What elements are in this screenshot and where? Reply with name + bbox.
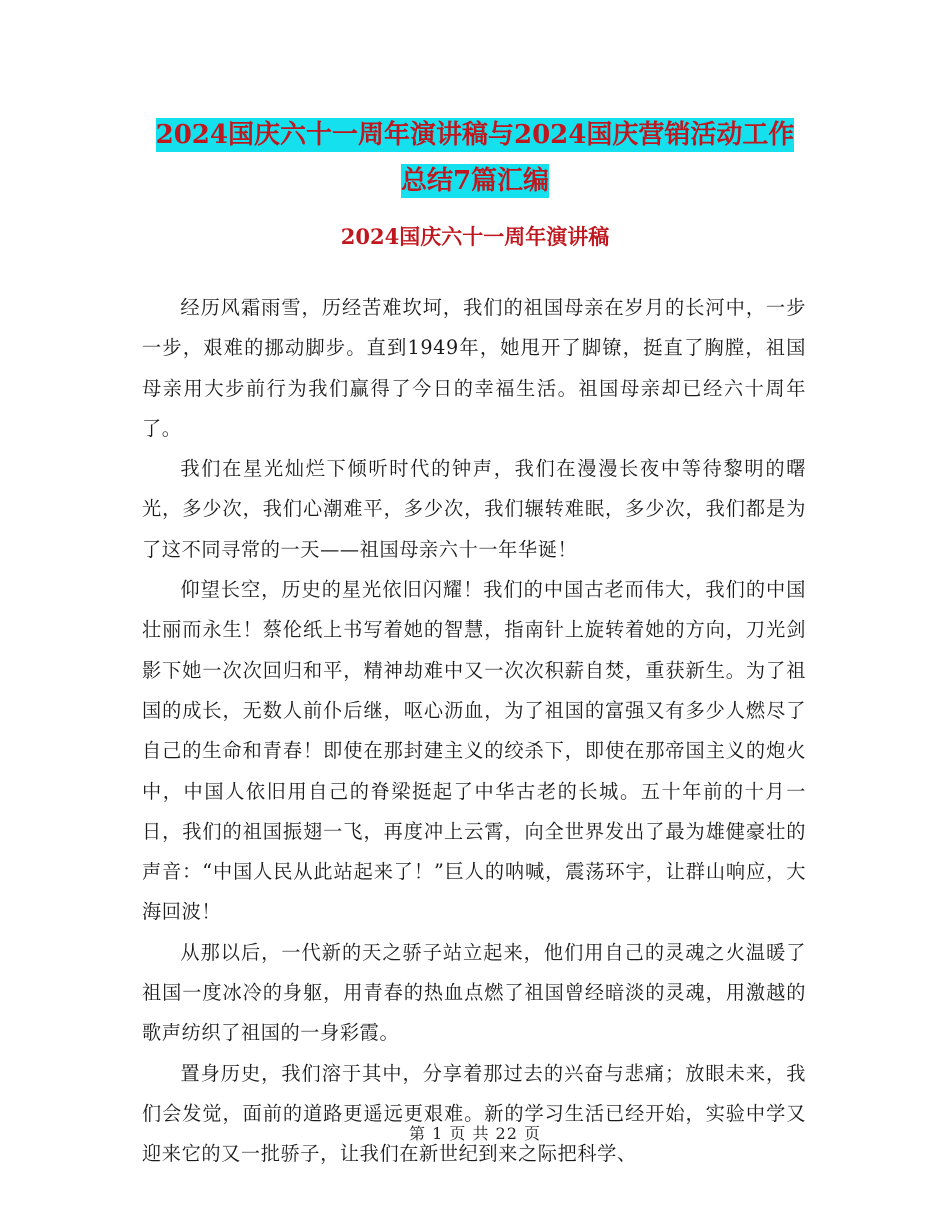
document-body <box>142 288 806 1175</box>
page-footer: 第 1 页 共 22 页 <box>409 1124 541 1143</box>
paragraph: 置身历史，我们溶于其中，分享着那过去的兴奋与悲痛；放眼未来，我们会发觉，面前的道路更遥远更艰难。新的学习生活已经开始，实验中学又迎来它的又一批骄子，让我们在新世纪到来之际把科学、 <box>142 1061 806 1166</box>
document-title-line-2: 总结7篇汇编 <box>400 166 550 196</box>
section-title: 2024国庆六十一周年演讲稿 <box>340 224 610 249</box>
paragraph: 我们在星光灿烂下倾听时代的钟声，我们在漫漫长夜中等待黎明的曙光，多少次，我们心潮难平，多少次，我们辗转难眠，多少次，我们都是为了这不同寻常的一天——祖国母亲六十一年华诞！ <box>142 457 806 561</box>
paragraph: 仰望长空，历史的星光依旧闪耀！我们的中国古老而伟大，我们的中国壮丽而永生！蔡伦纸上书写着她的智慧，指南针上旋转着她的方向，刀光剑影下她一次次回归和平，精神劫难中又一次次积薪自焚，重获新生。为了祖国的成长，无数人前仆后继，呕心沥血，为了祖国的富强又有多少人燃尽了自己的生命和青春！即使在那封建主义的绞杀下，即使在那帝国主义的炮火中，中国人依旧用自己的脊梁挺起了中华古老的长城。五十年前的十月一日，我们的祖国振翅一飞，再度冲上云霄，向全世界发出了最为雄健豪壮的声音：“中国人民从此站起来了！”巨人的呐喊，震荡环宇，让群山响应，大海回波！ <box>142 578 806 924</box>
paragraph: 从那以后，一代新的天之骄子站立起来，他们用自己的灵魂之火温暖了祖国一度冰冷的身躯，用青春的热血点燃了祖国曾经暗淡的灵魂，用激越的歌声纺织了祖国的一身彩霞。 <box>142 940 806 1045</box>
document-title-line-1: 2024国庆六十一周年演讲稿与2024国庆营销活动工作 <box>155 120 795 150</box>
paragraph: 经历风霜雨雪，历经苦难坎坷，我们的祖国母亲在岁月的长河中，一步一步，艰难的挪动脚步。直到1949年，她甩开了脚镣，挺直了胸膛，祖国母亲用大步前行为我们赢得了今日的幸福生活。祖国母亲却已经六十周年了。 <box>142 296 806 440</box>
document-title <box>140 112 810 204</box>
